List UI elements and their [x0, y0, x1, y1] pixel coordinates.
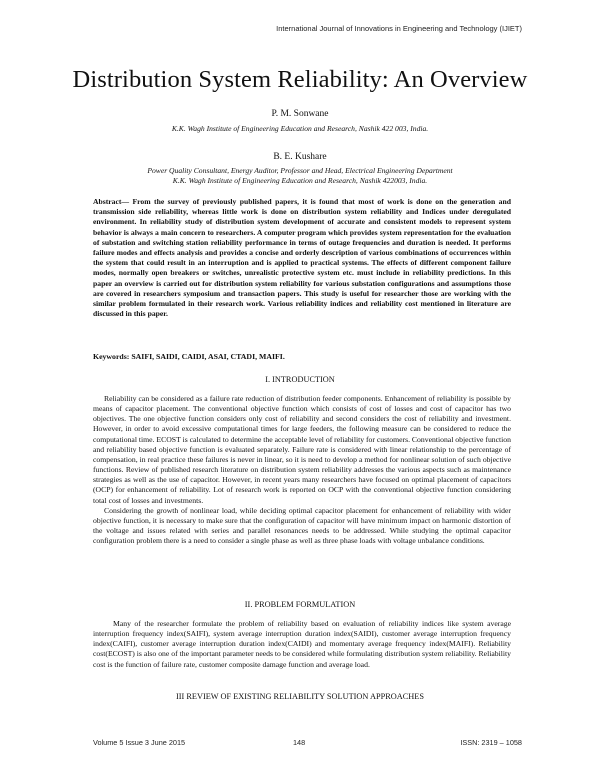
author-name-2: B. E. Kushare	[273, 152, 327, 162]
introduction-paragraph-2: Considering the growth of nonlinear load, while deciding optimal capacitor placement for enhancement of reliability with wider objective function, it is necessary to make sure that the configuration of capacitor will have minimum impact on harmonic distortion of the voltage and issues related with series and parallel resonances needs to be addressed. While studying the optimal capacitor configuration problem there is a need to consider a single phase as well as three phase loads with voltage unbalance conditions.	[93, 505, 511, 546]
author-affiliation-2b: K.K. Wagh Institute of Engineering Education and Research, Nashik 422003, India.	[172, 176, 428, 185]
keywords: Keywords: SAIFI, SAIDI, CAIDI, ASAI, CTADI, MAIFI.	[93, 352, 285, 361]
introduction-body	[93, 394, 511, 546]
introduction-paragraph-1: Reliability can be considered as a failure rate reduction of distribution feeder components. Enhancement of reliability is possible by means of capacitor placement. The conventional objective function which consists of cost of losses and cost of capacitor has two objectives. The one objective function considers only cost of reliability and second considers the cost of reliability and investment. However, in order to avoid excessive computational times for large feeders, the following measure can be considered to reduce the computational time. ECOST is calculated to determine the acceptable level of reliability for customers. Conventional objective function and reliability based objective function is evaluated separately. Failure rate is considered with linear relationship to the percentage of compensation, in real practice these failures is never in linear, so it is need to develop a method for nonlinear solution of such objective functions. Review of published research literature on distribution system reliability addresses the various aspects such as maintenance strategies as well as the use of capacitor. However, in recent years many researchers have focused on optimal placement of capacitors (OCP) for enhancement of reliability. Lot of research work is reported on OCP with the conventional objective function considering total cost of losses and investments.	[93, 394, 511, 505]
problem-formulation-body	[93, 619, 511, 670]
author-affiliation-2a: Power Quality Consultant, Energy Auditor, Professor and Head, Electrical Engineering Department	[147, 166, 453, 175]
paper-title: Distribution System Reliability: An Overview	[72, 66, 528, 93]
section-heading-review: III REVIEW OF EXISTING RELIABILITY SOLUTION APPROACHES	[176, 692, 424, 701]
author-name-1: P. M. Sonwane	[271, 109, 329, 119]
journal-header: International Journal of Innovations in Engineering and Technology (IJIET)	[276, 24, 522, 33]
problem-formulation-paragraph-1: Many of the researcher formulate the problem of reliability based on evaluation of reliability indices like system average interruption frequency index(SAIFI), system average interruption duration index(SAIDI), customer average interruption frequency index(CAIFI), customer average interruption duration index(CAIDI) and momentary average frequency index(MAIFI). Reliability cost(ECOST) is also one of the important parameter needs to be considered while formulating distribution system reliability. Reliability cost is the function of failure rate, customer composite damage function and average load.	[93, 619, 511, 669]
footer-issn: ISSN: 2319 – 1058	[460, 738, 522, 747]
section-heading-introduction: I. INTRODUCTION	[265, 375, 335, 384]
footer-volume: Volume 5 Issue 3 June 2015	[93, 738, 186, 747]
abstract: Abstract— From the survey of previously published papers, it is found that most of work is done on the generation and transmission side reliability, whereas little work is done on distribution system reliability and Indices under deregulated environment. In reliability study of distribution system development of accurate and consistent models to represent system behavior is always a main concern to researchers. A computer program which provides system representation for the evaluation of substation and switching station reliability performance in terms of outage frequencies and duration is needed. It performs failure modes and effects analysis and provides a concise and orderly description of various combinations of occurrences within the system that could result in an interruption and is applied to practical systems. The effects of different component failure modes, normally open breakers or switches, unrealistic protective system etc. must include in reliability predictions. In this paper an overview is carried out for distribution system reliability for various substation configurations and assumptions those are covered in researchers symposium and transaction papers. This study is useful for researcher those are working with the similar problem formulated in their research work. Various reliability indices and reliability cost mentioned in literature are discussed in this paper.	[93, 197, 511, 319]
section-heading-problem-formulation: II. PROBLEM FORMULATION	[244, 600, 356, 609]
author-affiliation-1: K.K. Wagh Institute of Engineering Education and Research, Nashik 422 003, India.	[171, 124, 429, 133]
footer-page-number: 148	[293, 738, 306, 747]
